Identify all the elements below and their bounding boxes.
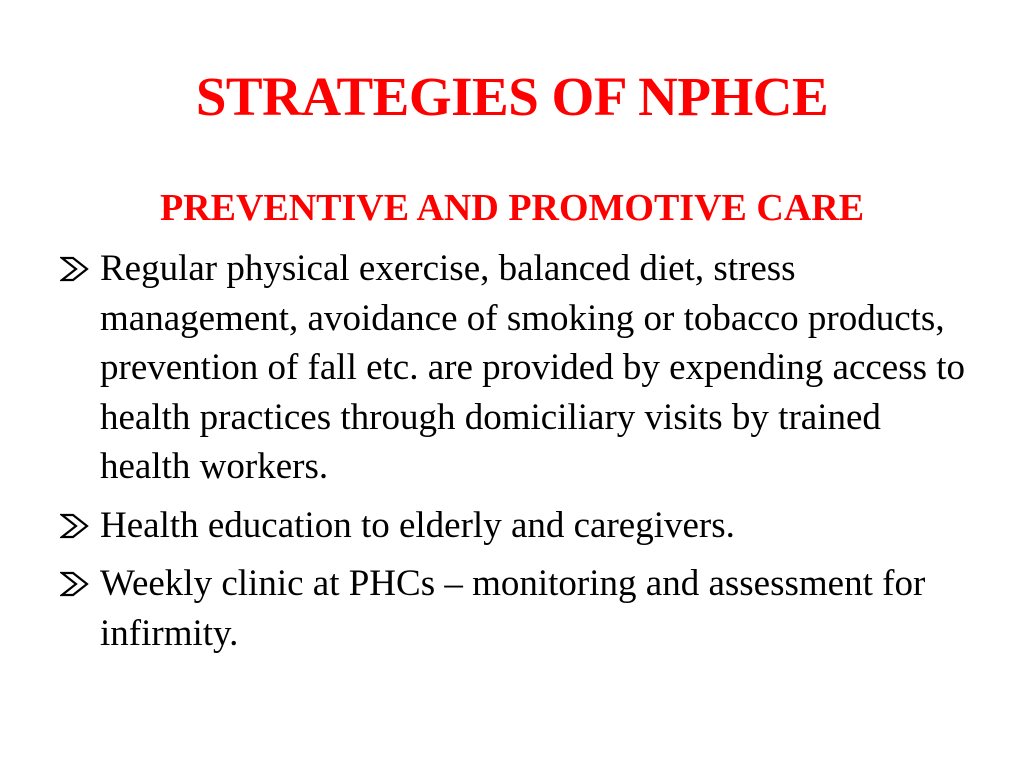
bullet-text: Health education to elderly and caregivers. — [100, 504, 735, 546]
bullet-text: Regular physical exercise, balanced diet, stress management, avoidance of smoking or tobacco products, prevention of fall etc. are provided by expending access to health practices through domiciliary visits by trained health workers. — [100, 248, 966, 487]
bullet-item — [58, 559, 978, 658]
slide-title: STRATEGIES OF NPHCE — [195, 66, 829, 127]
section-heading: PREVENTIVE AND PROMOTIVE CARE — [159, 187, 865, 229]
arrowhead-bullet-icon — [60, 571, 90, 597]
bullet-item — [58, 244, 978, 492]
arrowhead-bullet-icon — [60, 256, 90, 282]
arrowhead-bullet-icon — [60, 513, 90, 539]
bullet-item — [58, 501, 978, 551]
bullet-text: Weekly clinic at PHCs – monitoring and assessment for infirmity. — [100, 563, 926, 654]
bullet-list — [58, 244, 978, 667]
